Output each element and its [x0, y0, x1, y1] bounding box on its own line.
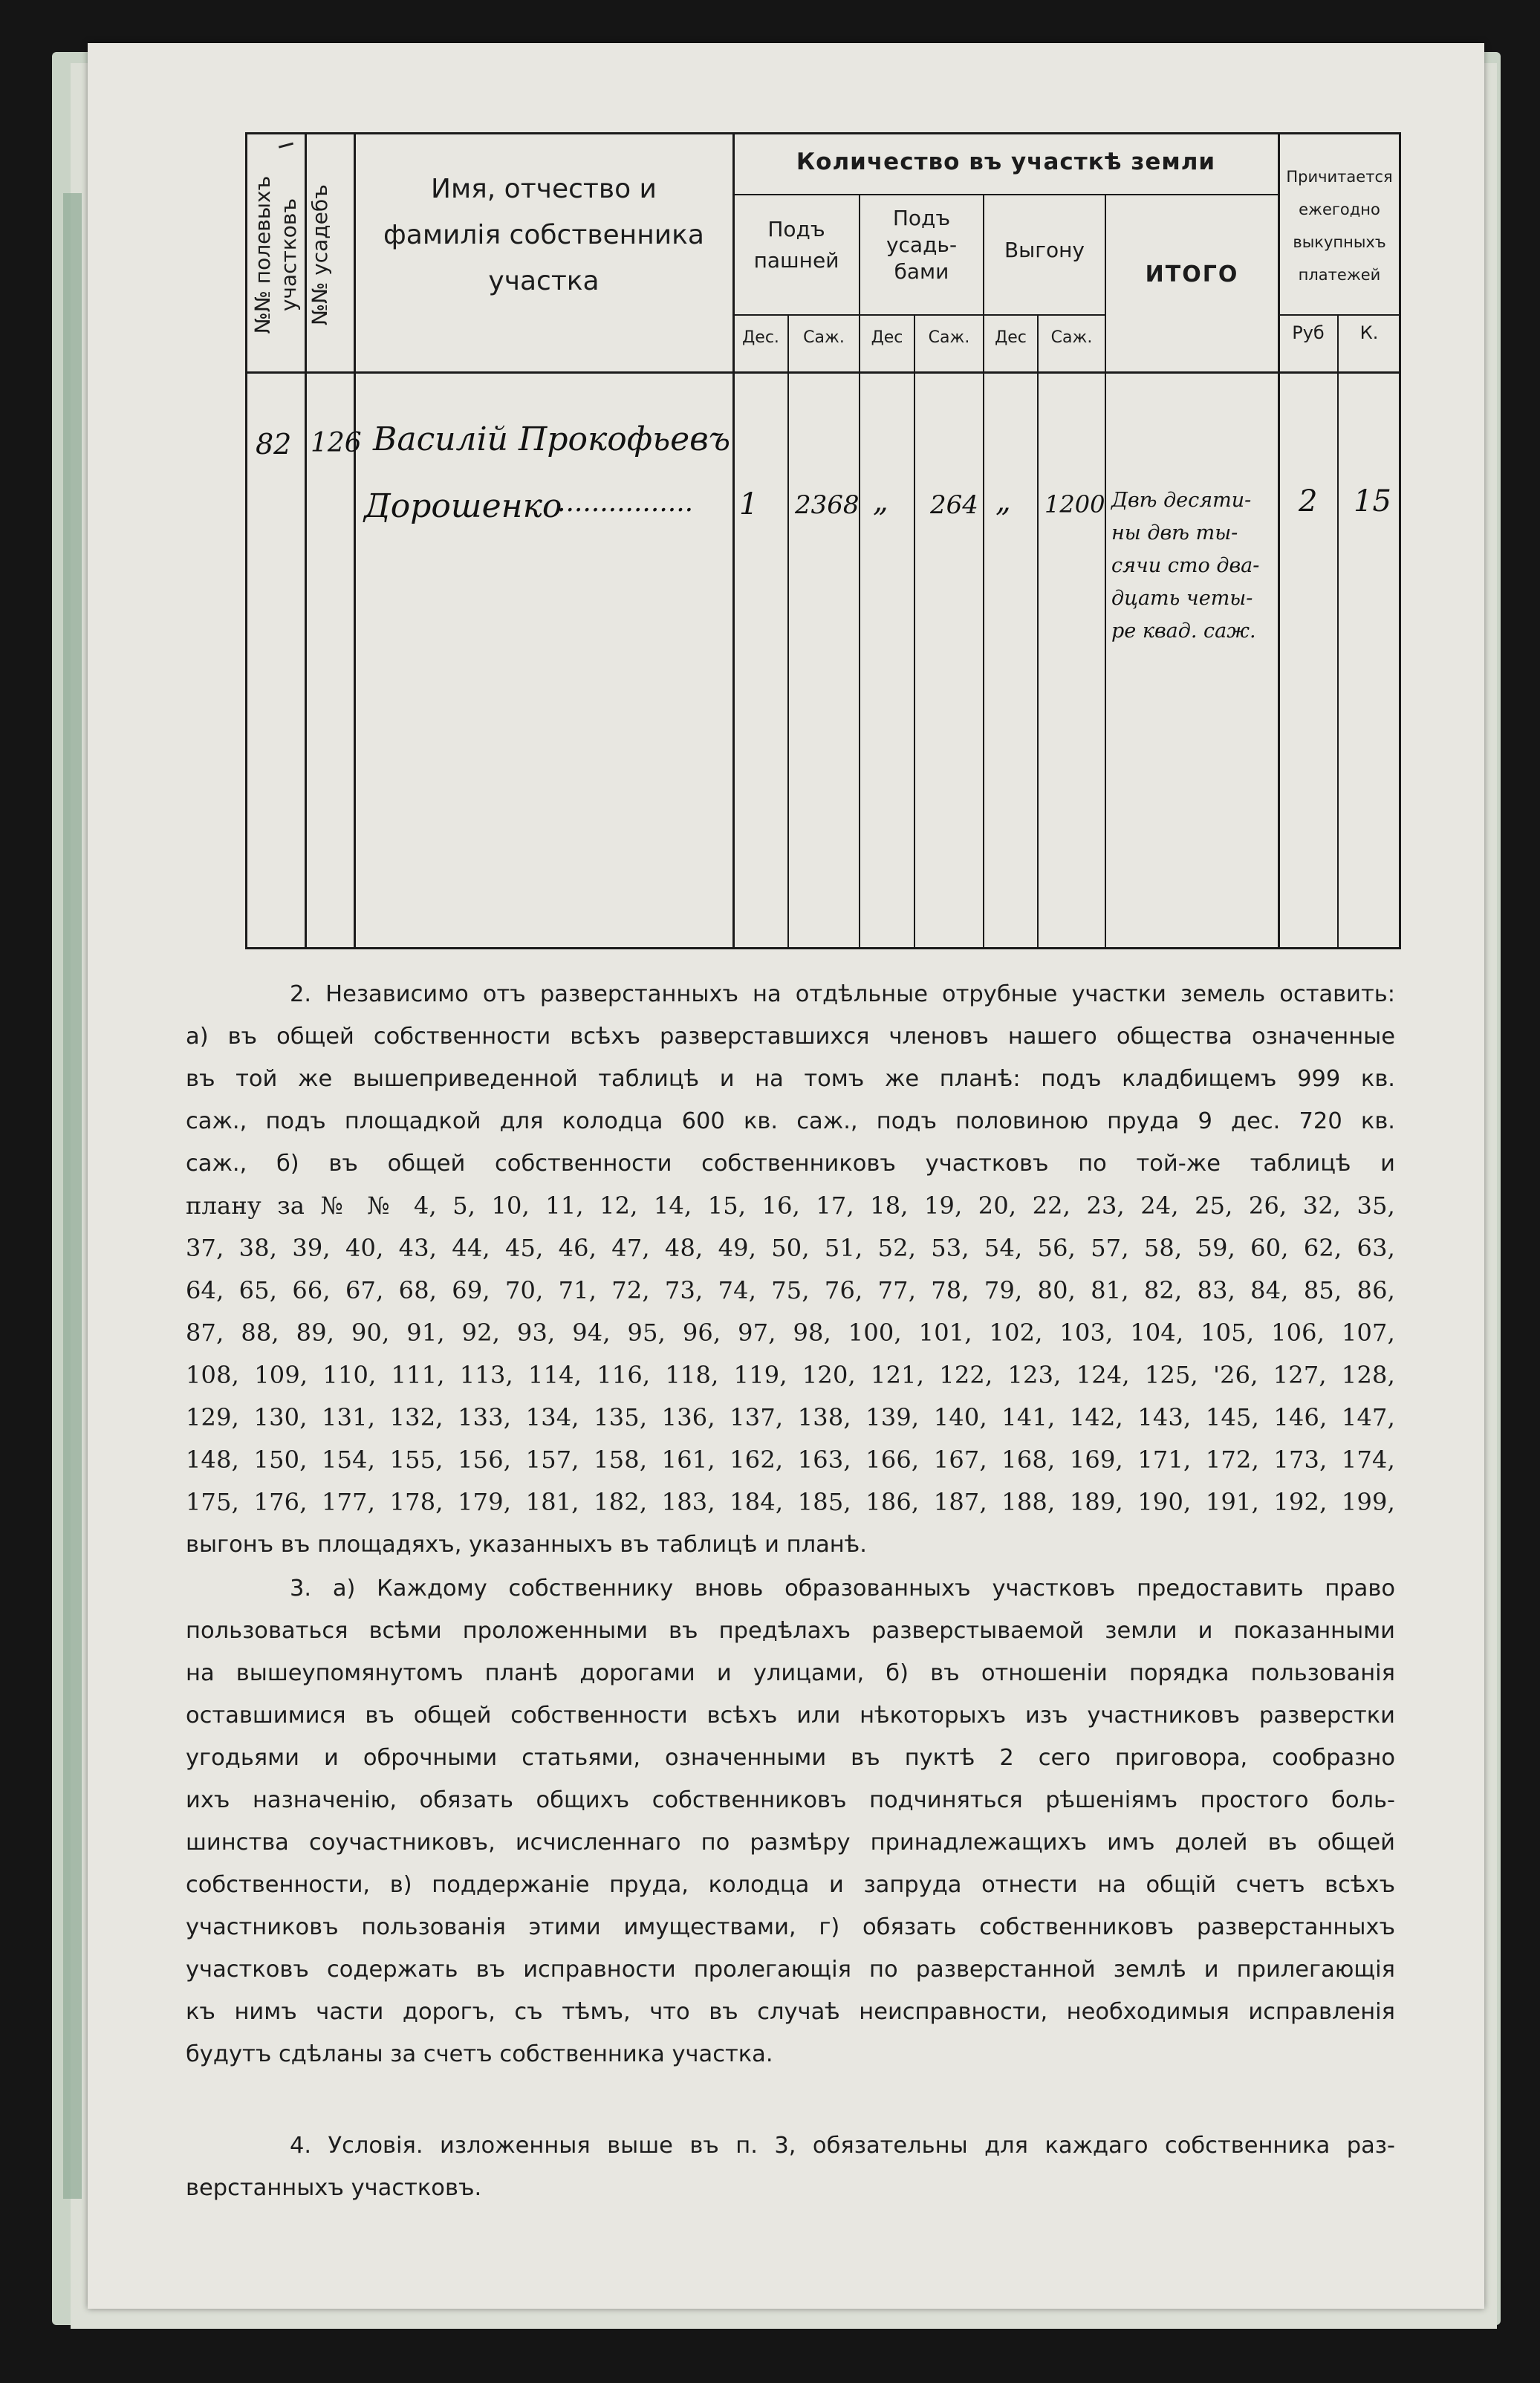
subheader-kop: К. — [1359, 322, 1379, 343]
text-line: саж., подъ площадкой для колодца 600 кв. саж., подъ половиною пруда 9 дес. 720 кв. — [186, 1108, 1395, 1134]
paragraph-4 — [186, 2124, 1395, 2209]
header-total: ИТОГО — [1145, 261, 1239, 287]
header-pasture: Выгону — [1004, 238, 1085, 262]
text-line: угодьями и оброчными статьями, означенными въ пуктѣ 2 сего приговора, сообразно — [186, 1745, 1395, 1771]
col-divider — [859, 194, 860, 947]
paragraph-3 — [186, 1567, 1395, 2075]
cell-total-line: Двѣ десяти- — [1111, 489, 1252, 512]
subheader-rub: Руб — [1292, 322, 1325, 343]
text-line: оставшимися въ общей собственности всѣхъ или нѣкоторыхъ изъ участниковъ разверстки — [186, 1703, 1395, 1729]
land-table — [245, 132, 1400, 948]
text-line: 3. а) Каждому собственнику вновь образованныхъ участковъ предоставить право — [290, 1576, 1395, 1602]
subheader-des: Дес — [995, 328, 1027, 347]
text-line: 175, 176, 177, 178, 179, 181, 182, 183, 184, 185, 186, 187, 188, 189, 190, 191, 192, 199, — [186, 1488, 1395, 1516]
subheader-saz: Саж. — [1050, 328, 1093, 347]
col-divider — [983, 194, 984, 947]
col-divider — [1337, 314, 1339, 947]
subheader-des: Дес. — [742, 328, 779, 347]
subheader-des: Дес — [871, 328, 903, 347]
cell-kop: 15 — [1354, 484, 1391, 518]
cell-homestead: 126 — [311, 428, 362, 458]
row-divider — [732, 314, 1105, 316]
text-line: на вышеупомянутомъ планѣ дорогами и улицами, б) въ отношеніи порядка пользованія — [186, 1660, 1395, 1686]
cell-arable-des: 1 — [739, 487, 758, 521]
text-line: плану за № № 4, 5, 10, 11, 12, 14, 15, 16, 17, 18, 19, 20, 22, 23, 24, 25, 26, 32, 35, — [186, 1192, 1395, 1220]
cell-rub: 2 — [1299, 484, 1318, 518]
cell-homestead-des: „ — [873, 484, 888, 518]
cell-name-dots: ................ — [557, 487, 694, 518]
cell-name-line1: Василій Прокофьевъ — [373, 420, 731, 458]
row-divider — [1278, 314, 1400, 316]
col-divider — [914, 314, 915, 947]
cell-pasture-saz: 1200 — [1044, 490, 1105, 518]
cell-total-line: сячи сто два- — [1111, 554, 1260, 577]
text-line: къ нимъ части дорогъ, съ тѣмъ, что въ случаѣ неисправности, необходимыя исправленія — [186, 1999, 1395, 2025]
text-line: а) въ общей собственности всѣхъ разверставшихся членовъ нашего общества означенные — [186, 1024, 1395, 1050]
paragraph-2 — [186, 973, 1395, 1566]
cell-total-line: ны двѣ ты- — [1111, 521, 1238, 544]
col-divider — [1105, 194, 1106, 947]
text-line: ихъ назначенію, обязать общихъ собственниковъ подчиняться рѣшеніямъ простого боль- — [186, 1787, 1395, 1813]
cell-homestead-saz: 264 — [930, 490, 978, 520]
col-divider — [787, 314, 789, 947]
subheader-saz: Саж. — [803, 328, 845, 347]
header-land-quantity: Количество въ участкѣ земли — [796, 149, 1216, 175]
header-payments: Причитается ежегодно выкупныхъ платежей — [1286, 168, 1393, 284]
header-field-plots: №№ полевыхъ участковъ — [250, 175, 301, 334]
text-line: въ той же вышеприведенной таблицѣ и на томъ же планѣ: подъ кладбищемъ 999 кв. — [186, 1066, 1395, 1092]
text-line: верстанныхъ участковъ. — [186, 2175, 482, 2201]
row-divider — [732, 194, 1278, 195]
cell-total-line: ре квад. саж. — [1111, 620, 1256, 643]
text-line: 2. Независимо отъ разверстанныхъ на отдѣльные отрубные участки земель оставить: — [290, 981, 1395, 1007]
text-line: собственности, в) поддержаніе пруда, колодца и запруда отнести на общій счетъ всѣхъ — [186, 1872, 1395, 1898]
col-divider — [354, 132, 356, 947]
text-line: пользоваться всѣми проложенными въ предѣлахъ разверстываемой земли и показанными — [186, 1618, 1395, 1644]
text-line: 64, 65, 66, 67, 68, 69, 70, 71, 72, 73, 74, 75, 76, 77, 78, 79, 80, 81, 82, 83, 84, 85, 86, — [186, 1276, 1395, 1304]
text-line: 129, 130, 131, 132, 133, 134, 135, 136, 137, 138, 139, 140, 141, 142, 143, 145, 146, 147, — [186, 1403, 1395, 1431]
cell-name-line2: Дорошенко — [364, 487, 562, 525]
cell-total — [1111, 484, 1276, 648]
cell-field-plot: 82 — [256, 428, 292, 461]
text-line: 148, 150, 154, 155, 156, 157, 158, 161, 162, 163, 166, 167, 168, 169, 171, 172, 173, 174, — [186, 1446, 1395, 1474]
header-homesteads-land: Подъ усадь- бами — [886, 206, 958, 284]
text-line: 4. Условія. изложенныя выше въ п. 3, обязательны для каждаго собственника раз- — [290, 2133, 1395, 2159]
header-bottom-line — [245, 371, 1400, 374]
cell-arable-saz: 2368 — [795, 490, 860, 520]
text-line: шинства соучастниковъ, исчисленнаго по размѣру принадлежащихъ имъ долей въ общей — [186, 1830, 1395, 1856]
text-line: 108, 109, 110, 111, 113, 114, 116, 118, 119, 120, 121, 122, 123, 124, 125, '26, 127, 128, — [186, 1361, 1395, 1389]
header-owner-name: Имя, отчество и фамилія собственника участка — [383, 174, 704, 296]
cell-pasture-des: „ — [995, 484, 1011, 518]
text-line: выгонъ въ площадяхъ, указанныхъ въ таблицѣ и планѣ. — [186, 1532, 867, 1558]
subheader-saz: Саж. — [928, 328, 970, 347]
text-line: 37, 38, 39, 40, 43, 44, 45, 46, 47, 48, 49, 50, 51, 52, 53, 54, 56, 57, 58, 59, 60, 62, 63, — [186, 1234, 1395, 1262]
header-arable: Подъ пашней — [753, 217, 839, 273]
text-line: участковъ содержать въ исправности пролегающія по разверстанной землѣ и прилегающія — [186, 1957, 1395, 1983]
text-line: саж., б) въ общей собственности собственниковъ участковъ по той-же таблицѣ и — [186, 1151, 1395, 1177]
text-line: участниковъ пользованія этими имуществами, г) обязать собственниковъ разверстанныхъ — [186, 1914, 1395, 1940]
text-line: 87, 88, 89, 90, 91, 92, 93, 94, 95, 96, 97, 98, 100, 101, 102, 103, 104, 105, 106, 107, — [186, 1319, 1395, 1347]
text-line: будутъ сдѣланы за счетъ собственника участка. — [186, 2041, 773, 2067]
cell-total-line: дцать четы- — [1111, 587, 1253, 610]
col-divider — [1037, 314, 1039, 947]
sheet-edge — [63, 193, 82, 2199]
header-homesteads: №№ усадебъ — [308, 184, 332, 325]
